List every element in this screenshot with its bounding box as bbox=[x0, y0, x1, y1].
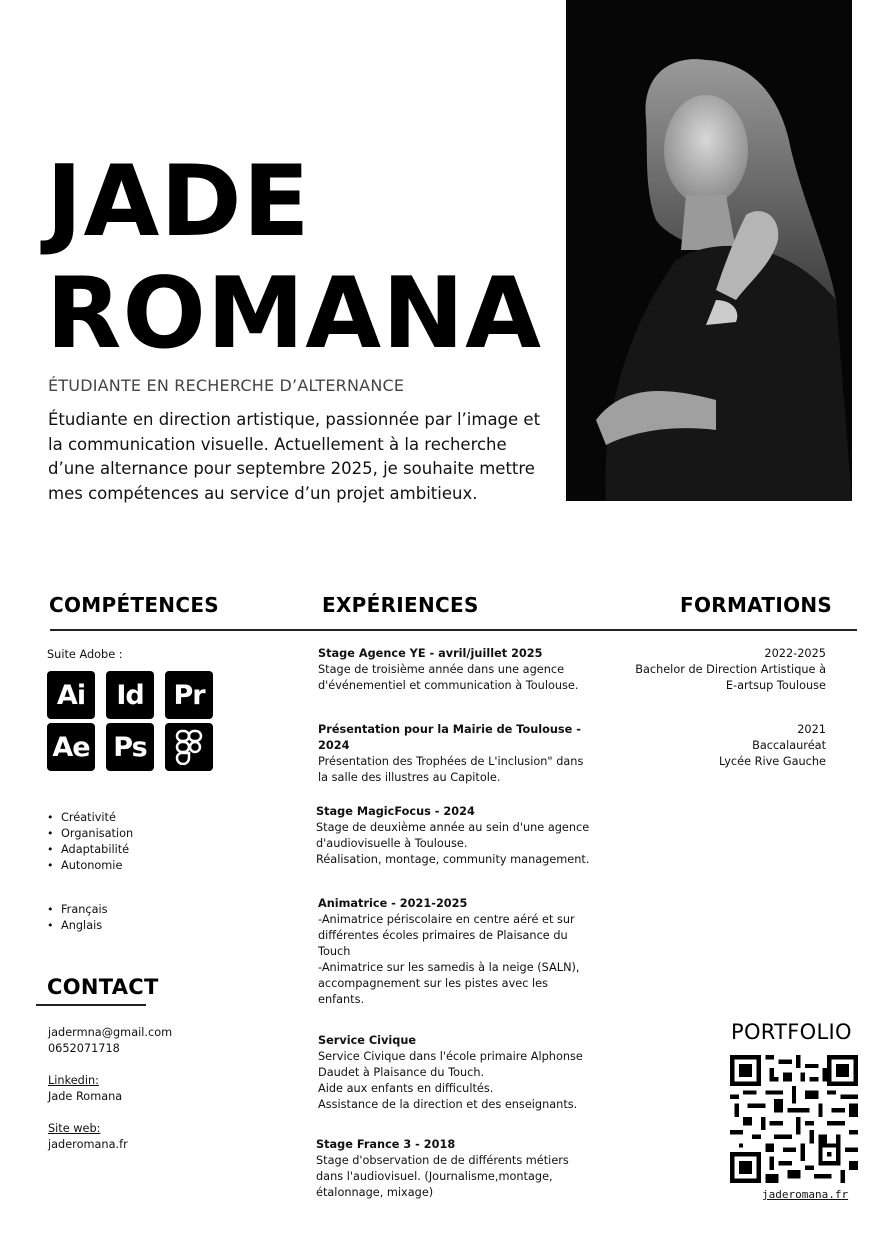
list-item: • Anglais bbox=[47, 918, 108, 934]
experience-item: Présentation pour la Mairie de Toulouse - 2024 Présentation des Trophées de L'inclusion" dans la salle des illustres au Capitole. bbox=[318, 723, 584, 784]
skills-list bbox=[47, 810, 133, 874]
experience-title: Stage Agence YE - avril/juillet 2025 bbox=[318, 647, 543, 660]
experience-item: Stage Agence YE - avril/juillet 2025 Stage de troisième année dans une agence d'événementiel et communication à Toulouse. bbox=[318, 647, 579, 692]
languages-list bbox=[47, 902, 108, 934]
page-title bbox=[46, 146, 542, 370]
experience-title: Stage France 3 - 2018 bbox=[316, 1138, 456, 1151]
portfolio-url[interactable]: jaderomana.fr bbox=[762, 1188, 849, 1201]
intro-text: Étudiante en direction artistique, passionnée par l’image et la communication visuelle. Actuellement à la recherche d’une alternance pour septembre 2025, je souhaite mettre mes compétences au service d’un projet ambitieux. bbox=[48, 410, 541, 503]
subtitle: ÉTUDIANTE EN RECHERCHE D’ALTERNANCE bbox=[48, 376, 405, 395]
contact-heading: CONTACT bbox=[47, 975, 159, 999]
portfolio-heading: PORTFOLIO bbox=[731, 1020, 852, 1044]
site-label[interactable]: Site web: bbox=[48, 1122, 101, 1135]
section-divider bbox=[50, 629, 857, 631]
linkedin-label[interactable]: Linkedin: bbox=[48, 1074, 99, 1087]
phone-number: 0652071718 bbox=[48, 1042, 120, 1055]
contact-block bbox=[48, 1025, 172, 1153]
first-name: JADE bbox=[46, 145, 311, 259]
contact-divider bbox=[36, 1004, 146, 1006]
after-effects-icon: Ae bbox=[47, 723, 95, 771]
portrait-photo bbox=[566, 0, 852, 501]
list-item: • Organisation bbox=[47, 826, 133, 842]
premiere-icon: Pr bbox=[165, 671, 213, 719]
experience-title: Animatrice - 2021-2025 bbox=[318, 897, 468, 910]
photoshop-icon: Ps bbox=[106, 723, 154, 771]
experience-item: Stage MagicFocus - 2024 Stage de deuxième année au sein d'une agence d'audiovisuelle à Toulouse. Réalisation, montage, community management. bbox=[316, 805, 590, 866]
experience-title: Présentation pour la Mairie de Toulouse - 2024 bbox=[318, 723, 581, 752]
formation-year: 2021 bbox=[797, 723, 826, 736]
email-link[interactable]: jadermna@gmail.com bbox=[48, 1026, 173, 1039]
competences-heading: COMPÉTENCES bbox=[49, 593, 219, 617]
formation-item: 2021 Baccalauréat Lycée Rive Gauche bbox=[596, 722, 826, 770]
experience-item: Stage France 3 - 2018 Stage d'observation de de différents métiers dans l'audiovisuel. (Journalisme,montage, étalonnage, mixage) bbox=[316, 1138, 569, 1199]
experience-title: Service Civique bbox=[318, 1034, 417, 1047]
experience-item: Animatrice - 2021-2025 -Animatrice périscolaire en centre aéré et sur différentes écoles primaires de Plaisance du Touch -Animatrice sur les samedis à la neige (SALN), accompagnement sur les pistes avec les enfants. bbox=[318, 897, 580, 1006]
illustrator-icon: Ai bbox=[47, 671, 95, 719]
experience-title: Stage MagicFocus - 2024 bbox=[316, 805, 475, 818]
figma-icon bbox=[165, 723, 213, 771]
experience-item: Service Civique Service Civique dans l'école primaire Alphonse Daudet à Plaisance du Touch. Aide aux enfants en difficultés. Assistance de la direction et des enseignants. bbox=[318, 1034, 583, 1111]
experiences-heading: EXPÉRIENCES bbox=[322, 593, 479, 617]
list-item: • Autonomie bbox=[47, 858, 133, 874]
indesign-icon: Id bbox=[106, 671, 154, 719]
list-item: • Adaptabilité bbox=[47, 842, 133, 858]
qr-code-icon[interactable] bbox=[730, 1055, 858, 1183]
list-item: • Français bbox=[47, 902, 108, 918]
suite-adobe-label: Suite Adobe : bbox=[47, 648, 123, 661]
linkedin-value: Jade Romana bbox=[48, 1090, 123, 1103]
site-value: jaderomana.fr bbox=[48, 1138, 128, 1151]
formations-heading: FORMATIONS bbox=[680, 593, 833, 617]
formation-year: 2022-2025 bbox=[764, 647, 826, 660]
formation-item: 2022-2025 Bachelor de Direction Artistique à E-artsup Toulouse bbox=[596, 646, 826, 694]
last-name: ROMANA bbox=[46, 257, 542, 371]
list-item: • Créativité bbox=[47, 810, 133, 826]
